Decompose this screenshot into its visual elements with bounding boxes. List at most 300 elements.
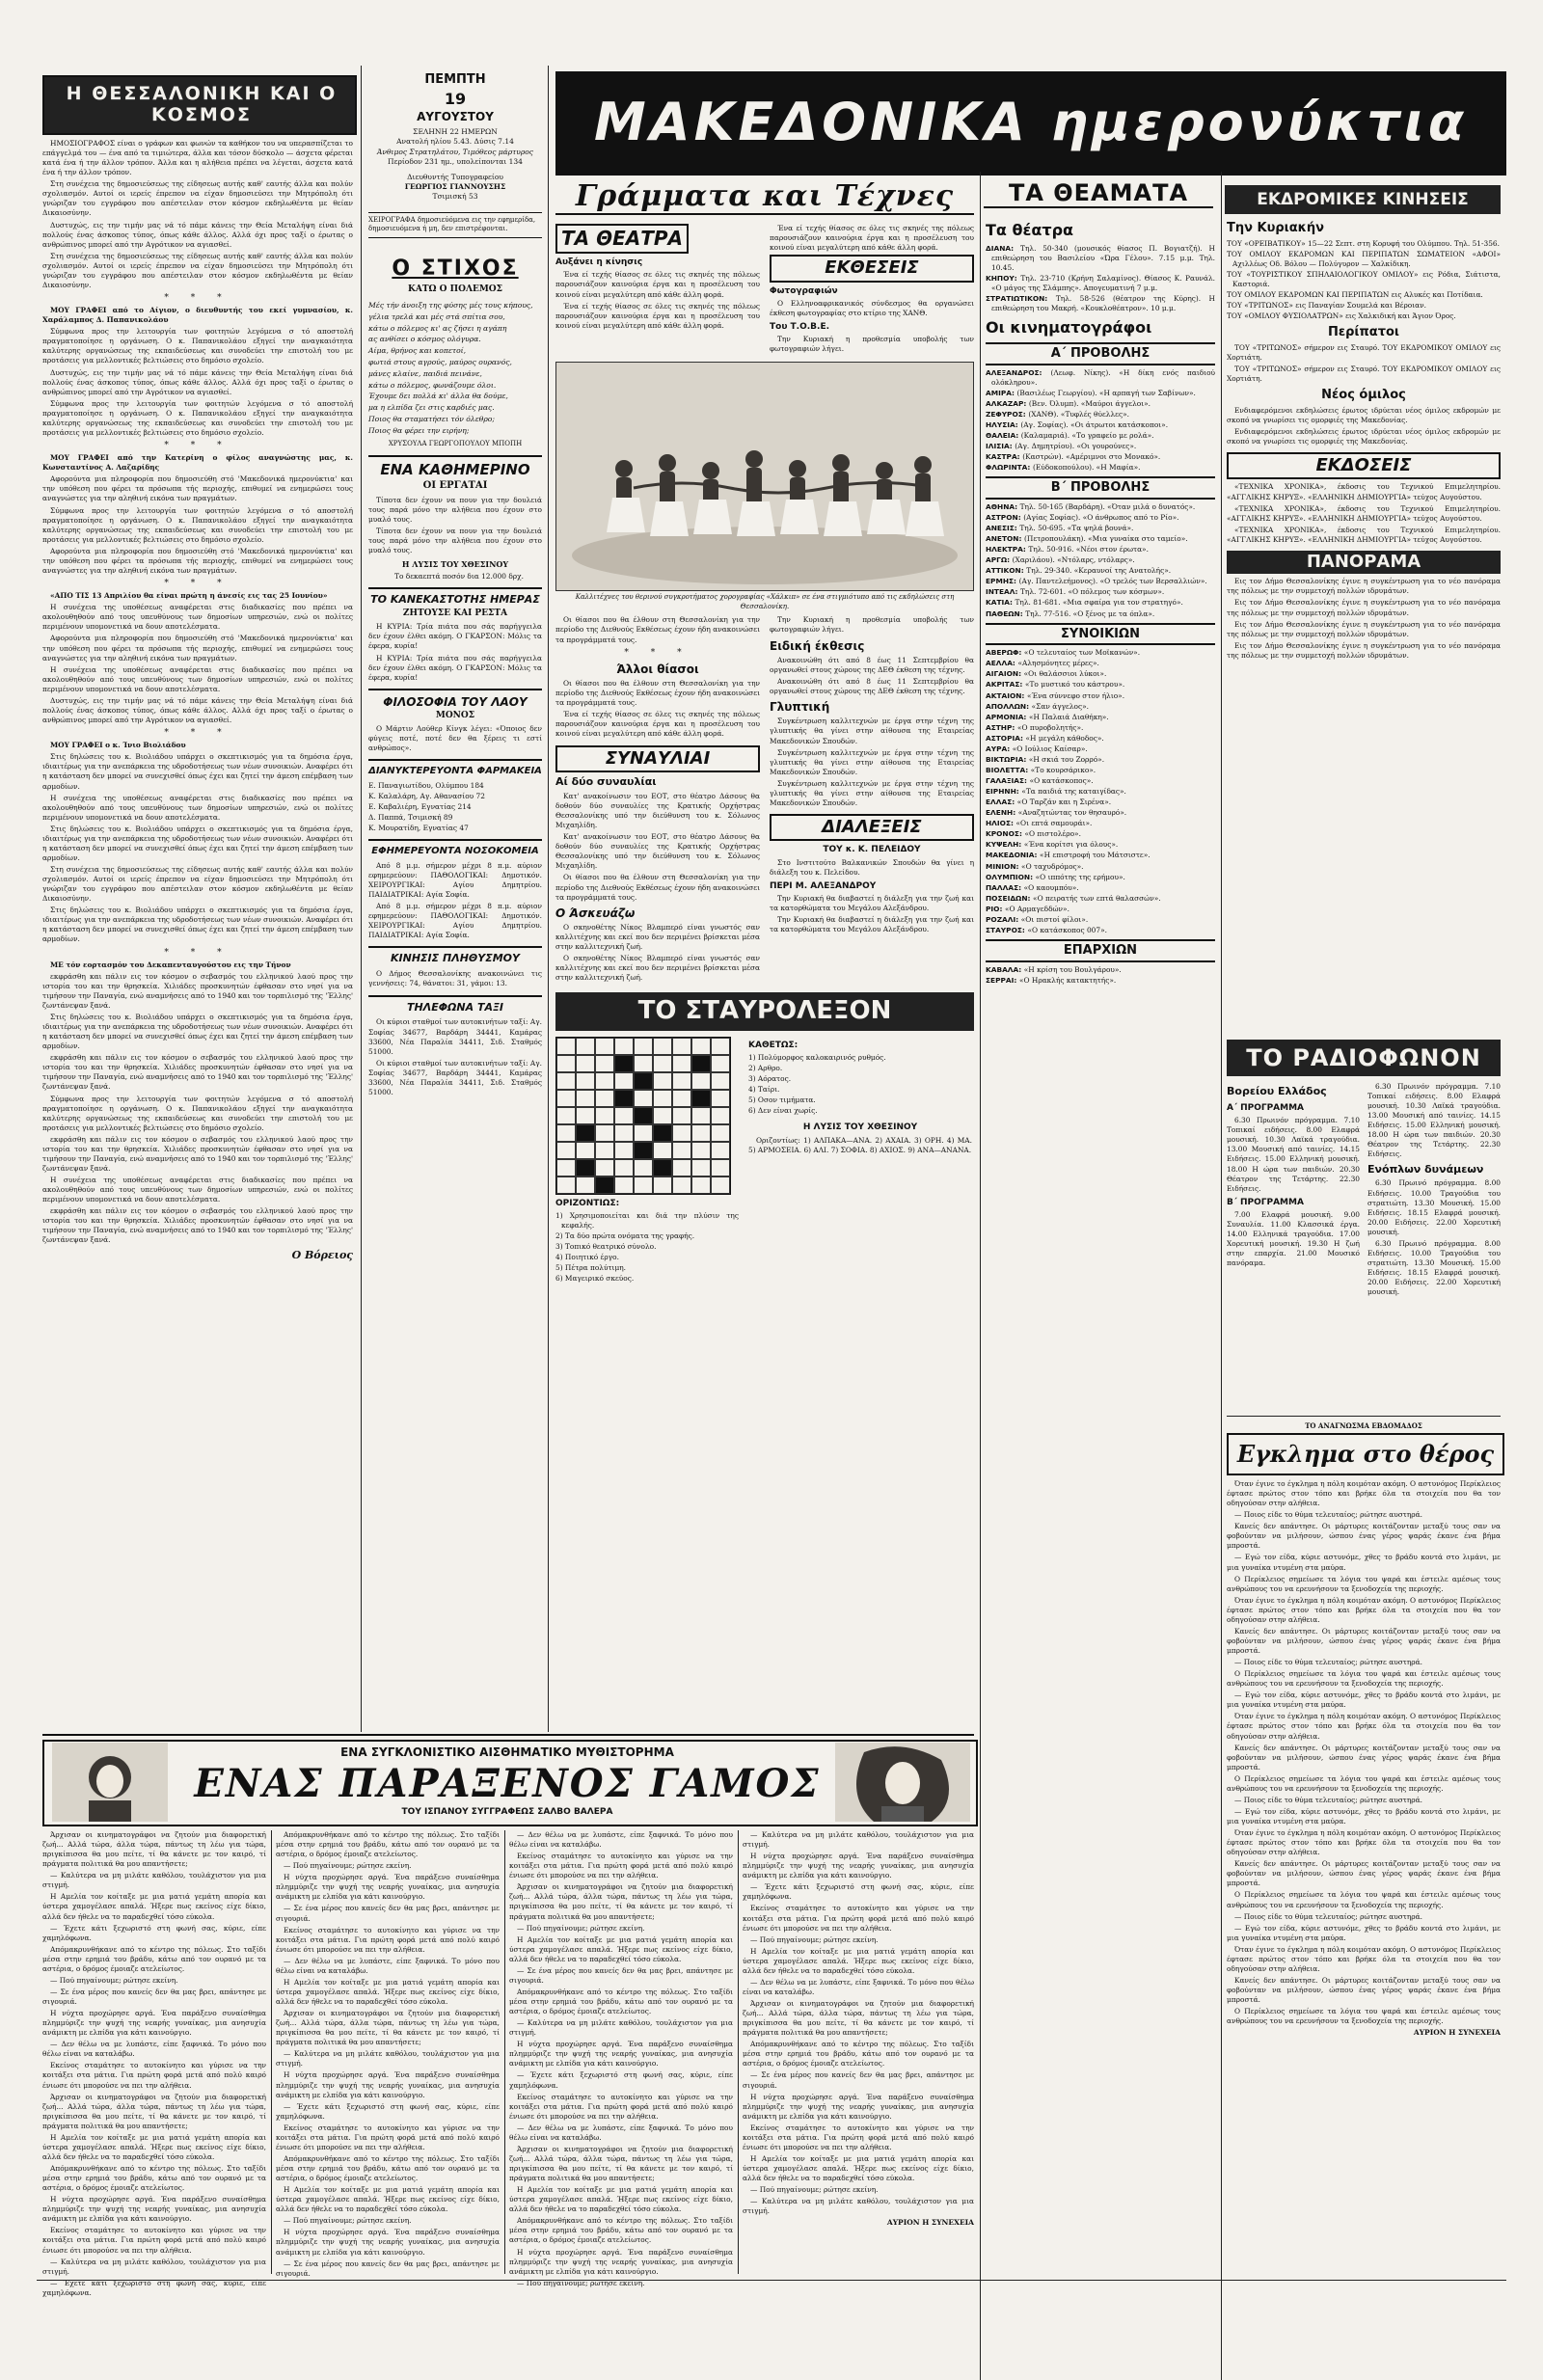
paragraph: — Ποιος είδε το θύμα τελευταίος; ρώτησε αυστηρά. bbox=[1234, 1911, 1422, 1921]
crossword-cell bbox=[634, 1107, 653, 1124]
hospitals-text: Από 8 μ.μ. σήμερον μέχρι 8 π.μ. αύριον εφημερεύουν: ΠΑΘΟΛΟΓΙΚΑΙ: Δημοτικόν. ΧΕΙΡΟΥΡΓΙΚΑΙ: Αγίου Δημητρίου. ΠΑΙΔΙΑΤΡΙΚΑΙ: Αγία Σοφία. bbox=[368, 860, 542, 900]
ekdromikes-heading: ΕΚΔΡΟΜΙΚΕΣ ΚΙΝΗΣΕΙΣ bbox=[1225, 185, 1501, 214]
crossword-cell bbox=[634, 1038, 653, 1055]
nosokomeia-title: ΕΦΗΜΕΡΕΥΟΝΤΑ ΝΟΣΟΚΟΜΕΙΑ bbox=[368, 839, 542, 858]
crossword-cell bbox=[576, 1038, 595, 1055]
program-a-text: 6.30 Πρωινόν πρόγραμμα. 7.10 Τοπικαί ειδήσεις. 8.00 Ελαφρά μουσική. 10.30 Λαϊκά τραγούδια. 13.00 Μουσική από ταινίες. 14.15 Ειδήσεις. 15.00 Ελληνική μουσική. 18.00 Η ώρα των παιδιών. 20.30 Θέατρον της Τετάρτης. 22.30 Ειδήσεις. bbox=[1367, 1082, 1501, 1159]
list-item: 6) Μαγειρικό σκεύος. bbox=[555, 1274, 635, 1284]
paragraph: — Εγώ τον είδα, κύριε αστυνόμε, χθες το βράδυ κοντά στο λιμάνι, με μια γυναίκα ντυμένη στα μαύρα. bbox=[1227, 1923, 1501, 1942]
paragraph: Στη συνέχεια της δημοσιεύσεως της είδησεως αυτής καθ' εαυτής άλλα και πολύν σχολιασμόν. Αυτοί οι ιερείς έπρεπον να είχαν δημοσιεύσει την Μητρόπολη ότι γνώριζαν του εγγράφου που απέστειλαν στον κόσμον εκδηλωθέντα με θείαν Δικαιοσύνην. bbox=[42, 251, 353, 289]
paragraph: Απόμακρυνθήκανε από το κέντρο της πόλεως. Στο ταξίδι μέσα στην ερημιά του βράδυ, κάτω από τον ουρανό με τα αστέρια, ο δρόμος έμοιαζε ατελείωτος. bbox=[42, 1944, 266, 1973]
paragraph: Εκείνος σταμάτησε το αυτοκίνητο και γύρισε να την κοιτάξει στα μάτια. Για πρώτη φορά μετά από πολύ καιρό ένιωσε ότι μπορούσε να πει την αλήθεια. bbox=[276, 1925, 500, 1954]
paragraph: — Δεν θέλω να με λυπάστε, είπε ξαφνικά. Το μόνο που θέλω είναι να καταλάβω. bbox=[276, 1956, 500, 1975]
synavlies-text: Κατ' ανακοίνωσιν του ΕΟΤ, στο θέατρο Δάσους θα δοθούν δύο συναυλίες της Κρατικής Ορχήστρας Θεσσαλονίκης υπό την διεύθυνση του κ. Σόλωνος Μιχαηλίδη. bbox=[555, 791, 760, 830]
listing-name: ΑΡΜΟΝΙΑ: bbox=[986, 712, 1029, 721]
list-item: 6) Δεν είναι χωρίς. bbox=[748, 1106, 818, 1116]
publications-text: «ΤΕΧΝΙΚΑ ΧΡΟΝΙΚΑ», έκδοσις του Τεχνικού Επιμελητηρίου. «ΑΓΓΛΙΚΗΣ ΚΗΡΥΞ». «ΕΛΛΗΝΙΚΗ ΔΗΜΙΟΥΡΓΙΑ» τεύχος Αυγούστου. bbox=[1227, 482, 1501, 501]
down-clues bbox=[748, 1053, 972, 1116]
listing-info: «Οι θαλάσσιοι λύκοι». bbox=[1023, 669, 1107, 679]
listing-name: ΦΛΩΡΙΝΤΑ: bbox=[986, 463, 1033, 473]
peri-text: Την Κυριακή θα διαβαστεί η διάλεξη για την ζωή και τα κατορθώματα του Μεγάλου Αλεξάνδρου. bbox=[770, 894, 974, 913]
listing-info: «Ο Ταρζάν και η Σιρένα». bbox=[1016, 798, 1112, 807]
paragraph: Δυστυχώς, εις την τιμήν μας νά τό πάμε κάνεις την Θεία Μεταλήψη είναι διά πολλούς ένας άσκοπος τύπος, όπως κάθε άλλος. Αλλά όχι προς ταξί ο έρωτας ο ανθρώπινος μπορεί από την Αγρότικον να αγιασθεί. bbox=[42, 367, 353, 396]
paragraph: — Πού πηγαίνουμε; ρώτησε εκείνη. bbox=[517, 2278, 645, 2287]
listing-name: ΑΝΕΤΟΝ: bbox=[986, 534, 1024, 544]
paragraph: Κανείς δεν απάντησε. Οι μάρτυρες κοιτάζονταν μεταξύ τους σαν να φοβούνταν να μιλήσουν, ώσπου ένας γέρος ψαράς έκανε ένα βήμα μπροστά. bbox=[1227, 1743, 1501, 1771]
listing-item bbox=[986, 915, 1215, 925]
listing-item bbox=[986, 463, 1215, 473]
separator-stars: * * * bbox=[164, 728, 231, 739]
crossword-cell bbox=[672, 1176, 691, 1194]
listing-info: «Οι επτά σαμουράι». bbox=[1015, 819, 1093, 828]
separator-stars: * * * bbox=[164, 440, 231, 450]
list-item: 1) Πολύμορφος καλοκαιρινός ρυθμός. bbox=[748, 1052, 886, 1062]
poem-line: Μές τήν άνοιξη της φύσης μές τους κήπους, bbox=[368, 301, 533, 311]
eftheseis-title: ΕΚΘΕΣΕΙΣ bbox=[770, 255, 974, 282]
listing-item bbox=[986, 702, 1215, 712]
listing-name: ΘΑΛΕΙΑ: bbox=[986, 430, 1021, 440]
across-clues bbox=[555, 1211, 739, 1284]
crossword-cell bbox=[595, 1142, 614, 1159]
paragraph: Σύμφωνα προς την λειτουργία των φοιτητών λεγόμενα σ τό αποστολή πραγματοποίησε η οργάνωση. Ο κ. Παπανικολάου εξηγεί την αναγκαιότητα καλύτερης οργανώσεως της εκπαιδεύσεως και συνοδεύει την επιστολή του με προτάσεις για μελλοντικές βελτιώσεις στο δημόσιο σχολείο. bbox=[42, 505, 353, 544]
kinisi-title: ΚΙΝΗΣΙΣ ΠΛΗΘΥΣΜΟΥ bbox=[368, 946, 542, 966]
eftheseis-text: Ο Ελληνοαφρικανικός σύνδεσμος θα οργανώσει έκθεση φωτογραφίας στο κτίριο της ΧΑΝΘ. bbox=[770, 298, 974, 317]
lysis-text: Το δεκαεπτά ποσόν δια 12.000 δρχ. bbox=[394, 572, 524, 581]
listing-name: ΖΕΦΥΡΟΣ: bbox=[986, 409, 1029, 419]
page-bottom-rule bbox=[37, 2280, 1506, 2281]
publications-text: «ΤΕΧΝΙΚΑ ΧΡΟΝΙΚΑ», έκδοσις του Τεχνικού Επιμελητηρίου. «ΑΓΓΛΙΚΗΣ ΚΗΡΥΞ». «ΕΛΛΗΝΙΚΗ ΔΗΜΙΟΥΡΓΙΑ» τεύχος Αυγούστου. bbox=[1227, 525, 1501, 544]
crossword-cell bbox=[576, 1072, 595, 1090]
listing-info: Τηλ. 77-516. «Ο ξένος με τα όπλα». bbox=[1025, 609, 1155, 618]
paragraph: — Ποιος είδε το θύμα τελευταίος; ρώτησε αυστηρά. bbox=[1234, 1510, 1422, 1520]
paragraph: Αφορούντα μια πληροφορία που δημοσιεύθη στό 'Μακεδονικά ημερονύκτια' και την υπόθεση που φέρει τα πρόσωπα τής περιοχής, επιθυμεί να ενημερώσει τους αναγνώστες για την αληθινή εικόνα των πραγμάτων. bbox=[42, 546, 353, 575]
column-2 bbox=[368, 255, 542, 1730]
kinimatografoi-heading: Οι κινηματογράφοι bbox=[986, 318, 1152, 338]
second-run-list bbox=[986, 502, 1215, 619]
paragraph: Ο Περίκλειος σημείωσε τα λόγια του ψαρά και έστειλε αμέσως τους ανθρώπους του να ερευνήσουν τα ξενοδοχεία της περιοχής. bbox=[1227, 1890, 1501, 1909]
poem bbox=[368, 300, 542, 436]
zitoume-text: Η ΚΥΡΙΑ: Τρία πιάτα που σάς παρήγγειλα δεν έχουν έλθει ακόμη. Ο ΓΚΑΡΣΟΝ: Μόλις τα έφερα, κυρία! bbox=[368, 622, 542, 651]
novel2-title: Εγκλημα στο θέρος bbox=[1227, 1433, 1504, 1475]
listing-item bbox=[986, 829, 1215, 839]
poem-line: μα η ελπίδα ζει στις καρδιές μας. bbox=[368, 403, 495, 413]
second-run-heading: Β΄ ΠΡΟΒΟΛΗΣ bbox=[986, 476, 1215, 500]
paragraph: Όταν έγινε το έγκλημα η πόλη κοιμόταν ακόμη. Ο αστυνόμος Περίκλειος έφτασε πρώτος στον τόπο και βρήκε όλα τα στοιχεία που θα τον οδηγούσαν στην αλήθεια. bbox=[1227, 1944, 1501, 1973]
list-item: 5) Οσον τιμήματα. bbox=[748, 1095, 816, 1105]
paragraph: Άρχισαν οι κινηματογράφοι να ζητούν μια διαφορετική ζωή... Αλλά τώρα, άλλα τώρα, πάντως τη λέω για τώρα, πριγκίπισσα θα μου πείτε, τί θα κάνετε με τον καιρό, τί πράγματα πολιτικά θα μου απαντήσετε; bbox=[509, 2144, 733, 2183]
paragraph: — Έχετε κάτι ξεχωριστό στη φωνή σας, κύριε, είπε χαμηλόφωνα. bbox=[42, 2278, 266, 2297]
paragraph: εκφράσθη και πάλιν εις τον κόσμον ο σεβασμός του ελληνικού λαού προς την ιστορία του και την θρησκεία. Χιλιάδες προσκυνητών έφθασαν στο νησί για να τιμήσουν την Παναγία, ενώ αναμνήσεις από το 1940 και τον τορπιλισμό της 'Έλλης' ζωντάνεψαν ξανά. bbox=[42, 971, 353, 1010]
crossword-cell bbox=[691, 1090, 711, 1107]
listing-info: «Τα παιδιά της καταιγίδας». bbox=[1021, 787, 1126, 797]
listing-item bbox=[986, 659, 1215, 668]
listing-info: (Αγ. Παντελεήμονος). «Ο τρελός των Βερσαλλιών». bbox=[1018, 577, 1207, 586]
alloi-text: Οι θίασοι που θα έλθουν στη Θεσσαλονίκη για την περίοδο της Διεθνούς Εκθέσεως έχουν ήδη ανακοινώσει τα προγράμματά τους. bbox=[555, 679, 760, 708]
filosofia-title: ΦΙΛΟΣΟΦΙΑ ΤΟΥ ΛΑΟΥ bbox=[368, 689, 542, 710]
letter-heading: ΜΕ τόν εορτασμόν του Δεκαπενταυγούστου εις την Τήνον bbox=[50, 960, 291, 969]
crossword-cell bbox=[556, 1038, 576, 1055]
listing-item bbox=[986, 744, 1215, 754]
listing-item bbox=[986, 534, 1215, 544]
listing-info: «Ο καουμπόυ». bbox=[1023, 882, 1079, 892]
first-run-heading: Α΄ ΠΡΟΒΟΛΗΣ bbox=[986, 342, 1215, 365]
separator-stars: * * * bbox=[164, 578, 231, 588]
listing-info: (Βασιλέως Γεωργίου). «Η αρπαγή των Σαβίνων». bbox=[1016, 388, 1196, 397]
listing-name: ΚΥΨΕΛΗ: bbox=[986, 840, 1024, 850]
letter-heading: ΜΟΥ ΓΡΑΦΕΙ ο κ. Ίνιο Βιολιάδου bbox=[50, 741, 186, 750]
list-item: Κ. Καλαλάρη, Αγ. Αθανασίου 72 bbox=[368, 792, 485, 801]
listing-name: ΙΝΤΕΑΛ: bbox=[986, 587, 1020, 597]
paragraph: — Καλύτερα να μη μιλάτε καθόλου, τουλάχιστον για μια στιγμή. bbox=[42, 2257, 266, 2276]
listing-info: «Ο ταχυδρόμος». bbox=[1021, 861, 1084, 871]
crossword-cell bbox=[653, 1142, 672, 1159]
crossword-cell bbox=[614, 1090, 634, 1107]
paragraph: Κανείς δεν απάντησε. Οι μάρτυρες κοιτάζονταν μεταξύ τους σαν να φοβούνταν να μιλήσουν, ώσπου ένας γέρος ψαράς έκανε ένα βήμα μπροστά. bbox=[1227, 1626, 1501, 1655]
listing-item bbox=[986, 555, 1215, 565]
crossword-cell bbox=[672, 1107, 691, 1124]
radio-station: Βορείου Ελλάδος bbox=[1227, 1085, 1327, 1097]
pharmacy-list bbox=[368, 781, 542, 833]
crossword-cell bbox=[576, 1124, 595, 1142]
radio-right bbox=[1367, 1082, 1501, 1299]
listing-info: «Σαν άγγελος». bbox=[1031, 701, 1090, 711]
paragraph: Η συνέχεια της υποθέσεως αναφέρεται στις διαδικασίες που πρέπει να ακολουθηθούν από τους υπευθύνους των δημοσίων υπηρεσιών, ενώ οι πολίτες περιμένουν υπομονετικά να δουν αποτελέσματα. bbox=[42, 793, 353, 822]
serial-rule bbox=[738, 1830, 739, 2274]
theatres-list bbox=[986, 244, 1215, 313]
listing-info: Τηλ. 23-710 (Κρήνη Σαλαμίνος). Θίασος Κ. Ραυνάλ. «Ο μάγος της Σλάμπης». Απογευματινή 7 μ.μ. bbox=[991, 273, 1215, 292]
paragraph: Εκείνος σταμάτησε το αυτοκίνητο και γύρισε να την κοιτάξει στα μάτια. Για πρώτη φορά μετά από πολύ καιρό ένιωσε ότι μπορούσε να πει την αλήθεια. bbox=[42, 2061, 266, 2090]
listing-info: «Ένα σύννεφο στον ήλιο». bbox=[1026, 690, 1125, 700]
program-b-text: 7.00 Ελαφρά μουσική. 9.00 Συναυλία. 11.00 Κλασσικά έργα. 14.00 Ελληνικά τραγούδια. 17.00 Χορευτική μουσική. 19.30 Η ζωή στην επαρχία. 21.00 Μουσικό πανόραμα. bbox=[1227, 1209, 1360, 1268]
lysis-heading: Η ΛΥΣΙΣ ΤΟΥ ΧΘΕΣΙΝΟΥ bbox=[401, 559, 509, 570]
farmakeia-title: ΔΙΑΝΥΚΤΕΡΕΥΟΝΤΑ ΦΑΡΜΑΚΕΙΑ bbox=[368, 759, 542, 778]
excursions-list bbox=[1227, 239, 1501, 322]
paragraph: Όταν έγινε το έγκλημα η πόλη κοιμόταν ακόμη. Ο αστυνόμος Περίκλειος έφτασε πρώτος στον τόπο και βρήκε όλα τα στοιχεία που θα τον οδηγούσαν στην αλήθεια. bbox=[1227, 1712, 1501, 1741]
listing-item bbox=[986, 598, 1215, 608]
crossword-cell bbox=[672, 1038, 691, 1055]
listing-item bbox=[986, 502, 1215, 512]
list-item: 5) Πέτρα πολύτιμη. bbox=[555, 1263, 627, 1273]
paragraph: Αφορούντα μια πληροφορία που δημοσιεύθη στό 'Μακεδονικά ημερονύκτια' και την υπόθεση που φέρει τα πρόσωπα τής περιοχής, επιθυμεί να ενημερώσει τους αναγνώστες για την αληθινή εικόνα των πραγμάτων. bbox=[42, 634, 353, 663]
listing-info: Τηλ. 72-601. «Ο πόλεμος των κόσμων». bbox=[1020, 587, 1165, 597]
paragraph: Σύμφωνα προς την λειτουργία των φοιτητών λεγόμενα σ τό αποστολή πραγματοποίησε η οργάνωση. Ο κ. Παπανικολάου εξηγεί την αναγκαιότητα καλύτερης οργανώσεως της εκπαιδεύσεως και συνοδεύει την επιστολή του με προτάσεις για μελλοντικές βελτιώσεις στο δημόσιο σχολείο. bbox=[42, 398, 353, 437]
crossword-cell bbox=[634, 1124, 653, 1142]
crossword-cell bbox=[672, 1055, 691, 1072]
listing-info: «Το μυστικό του κάστρου». bbox=[1024, 680, 1125, 690]
poem-line: Αίμα, θρήνος και κοπετοί, bbox=[368, 346, 467, 356]
listing-name: ΑΒΕΡΩΦ: bbox=[986, 648, 1024, 658]
paragraph: Άρχισαν οι κινηματογράφοι να ζητούν μια διαφορετική ζωή... Αλλά τώρα, άλλα τώρα, πάντως τη λέω για τώρα, πριγκίπισσα θα μου πείτε, τί θα κάνετε με τον καιρό, τί πράγματα πολιτικά θα μου απαντήσετε; bbox=[276, 2009, 500, 2047]
kathimerini-text: Τίποτα δεν έχουν να πουν για την δουλειά τους παρά μόνο την αλήθεια που έχουν στο μυαλό τους. bbox=[368, 527, 542, 555]
listing-name: ΜΑΚΕΔΟΝΙΑ: bbox=[986, 851, 1041, 860]
crossword-left bbox=[555, 1037, 739, 1285]
crossword-cell bbox=[556, 1055, 576, 1072]
listing-info: «Η σκιά του Ζορρό». bbox=[1028, 754, 1105, 764]
crossword-cell bbox=[614, 1176, 634, 1194]
letters-arts-heading: Γράμματα και Τέχνες bbox=[555, 179, 974, 215]
listing-info: Τηλ. 50-340 (μουσικός θίασος Π. Βογιατζή). Η επιθεώρηση του Βασιλείου «Ώρα Γέλου». 7.15 μ.μ. Τηλ. 10.45. bbox=[991, 243, 1215, 272]
separator-stars: * * * bbox=[164, 947, 231, 958]
paragraph: — Καλύτερα να μη μιλάτε καθόλου, τουλάχιστον για μια στιγμή. bbox=[42, 1871, 266, 1890]
crossword-cell bbox=[595, 1038, 614, 1055]
listing-name: ΑΣΤΗΡ: bbox=[986, 722, 1017, 732]
askeuazo-text: Ο σκηνοθέτης Νίκος Βλαμπερό είναι γνωστός σαν καλλιτέχνης και εκεί που δεν περιμένει βρίσκεται μέσα στην καλλιτεχνική ζωή. bbox=[555, 922, 760, 952]
paragraph: Αφορούντα μια πληροφορία που δημοσιεύθη στό 'Μακεδονικά ημερονύκτια' και την υπόθεση που φέρει τα πρόσωπα τής περιοχής, επιθυμεί να ενημερώσει τους αναγνώστες για την αληθινή εικόνα των πραγμάτων. bbox=[42, 474, 353, 503]
listing-item bbox=[986, 524, 1215, 533]
listing-name: ΑΙΓΑΙΟΝ: bbox=[986, 669, 1024, 679]
listing-item bbox=[986, 389, 1215, 398]
listing-name: ΕΙΡΗΝΗ: bbox=[986, 787, 1022, 797]
list-item: ΤΟΥ «ΤΡΙΤΩΝΟΣ» εις Παναγίαν Σουμελά και Βέροιαν. bbox=[1227, 301, 1426, 311]
crossword-cell bbox=[711, 1055, 730, 1072]
paragraph: — Ποιος είδε το θύμα τελευταίος; ρώτησε αυστηρά. bbox=[1234, 1658, 1422, 1667]
listing-item bbox=[986, 851, 1215, 860]
crossword-cell bbox=[691, 1124, 711, 1142]
paragraph: Απόμακρυνθήκανε από το κέντρο της πόλεως. Στο ταξίδι μέσα στην ερημιά του βράδυ, κάτω από τον ουρανό με τα αστέρια, ο δρόμος έμοιαζε ατελείωτος. bbox=[42, 2164, 266, 2193]
crossword-cell bbox=[576, 1107, 595, 1124]
column-rule bbox=[980, 172, 981, 2380]
paragraph: Η συνέχεια της υποθέσεως αναφέρεται στις διαδικασίες που πρέπει να ακολουθηθούν από τους υπευθύνους των δημοσίων υπηρεσιών, ενώ οι πολίτες περιμένουν υπομονετικά να δουν αποτελέσματα. bbox=[42, 664, 353, 693]
listing-info: «Ο κατάσκοπος 007». bbox=[1027, 925, 1107, 934]
paragraph: Όταν έγινε το έγκλημα η πόλη κοιμόταν ακόμη. Ο αστυνόμος Περίκλειος έφτασε πρώτος στον τόπο και βρήκε όλα τα στοιχεία που θα τον οδηγούσαν στην αλήθεια. bbox=[1227, 1479, 1501, 1508]
paragraph: Δυστυχώς, εις την τιμήν μας νά τό πάμε κάνεις την Θεία Μεταλήψη είναι διά πολλούς ένας άσκοπος τύπος, όπως κάθε άλλος. Αλλά όχι προς ταξί ο έρωτας ο ανθρώπινος μπορεί από την Αγρότικον να αγιασθεί. bbox=[42, 695, 353, 724]
listing-name: ΙΛΙΣΙΑ: bbox=[986, 442, 1015, 451]
signature: Ο Βόρειος bbox=[291, 1249, 353, 1262]
list-item: ΤΟΥ «ΟΜΙΛΟΥ ΦΥΣΙΟΛΑΤΡΩΝ» εις Χαλκιδική και Άγιον Όρος. bbox=[1227, 311, 1456, 321]
photo-caption: Καλλιτέχνες του θερινού συγκροτήματος χορογραφίας «Χάλκιπ» σε ένα στιγμιότυπο από τις εκδηλώσεις στη Θεσσαλονίκη. bbox=[575, 593, 955, 610]
paragraph: Άρχισαν οι κινηματογράφοι να ζητούν μια διαφορετική ζωή... Αλλά τώρα, άλλα τώρα, πάντως τη λέω για τώρα, πριγκίπισσα θα μου πείτε, τί θα κάνετε με τον καιρό, τί πράγματα πολιτικά θα μου απαντήσετε; bbox=[509, 1882, 733, 1921]
listing-item bbox=[986, 274, 1215, 293]
crossword-cell bbox=[634, 1072, 653, 1090]
crossword-cell bbox=[595, 1072, 614, 1090]
crossword-cell bbox=[711, 1038, 730, 1055]
theatro-text: Ένα εί τεχής θίασος σε όλες τις σκηνές της πόλεως παρουσιάζουν καινούρια έργα και η προσέλευση του κοινού είναι μεγαλύτερη από κάθε άλλη φορά. bbox=[555, 301, 760, 330]
listing-name: ΑΡΓΩ: bbox=[986, 555, 1013, 565]
crossword-cell bbox=[711, 1142, 730, 1159]
continued-tomorrow: ΑΥΡΙΟΝ Η ΣΥΝΕΧΕΙΑ bbox=[886, 2218, 974, 2228]
paragraph: — Έχετε κάτι ξεχωριστό στη φωνή σας, κύριε, είπε χαμηλόφωνα. bbox=[42, 1923, 266, 1942]
glyptiki-text: Συγκέντρωση καλλιτεχνών με έργα στην τέχνη της γλυπτικής θα γίνει στην αίθουσα της Εταιρείας Μακεδονικών Σπουδών. bbox=[770, 717, 974, 745]
paragraph: — Σε ένα μέρος που κανείς δεν θα μας βρει, απάντησε με σιγουριά. bbox=[743, 2070, 974, 2090]
sunrise-sunset: Ανατολή ηλίου 5.43. Δύσις 7.14 bbox=[396, 137, 514, 147]
crossword-cell bbox=[691, 1159, 711, 1176]
listing-info: Τηλ. 81-681. «Μια σφαίρα για τον στρατηγό». bbox=[1015, 598, 1183, 608]
paragraph: — Εγώ τον είδα, κύριε αστυνόμε, χθες το βράδυ κοντά στο λιμάνι, με μια γυναίκα ντυμένη στα μαύρα. bbox=[1227, 1553, 1501, 1572]
listing-item bbox=[986, 755, 1215, 765]
listing-item bbox=[986, 410, 1215, 419]
poet-name: ΧΡΥΣΟΥΛΑ ΓΕΩΡΓΟΠΟΥΛΟΥ ΜΠΟΠΗ bbox=[388, 440, 523, 448]
listing-name: ΕΛΛΑΣ: bbox=[986, 798, 1017, 807]
editor-address: Τσιμισκή 53 bbox=[432, 192, 478, 202]
kathimerini-title: ΕΝΑ ΚΑΘΗΜΕΡΙΝΟ bbox=[368, 455, 542, 479]
theatro-text: Ένα εί τεχής θίασος σε όλες τις σκηνές της πόλεως παρουσιάζουν καινούρια έργα και η προσέλευση του κοινού είναι μεγαλύτερη από κάθε άλλη φορά. bbox=[555, 270, 760, 299]
paragraph: — Πού πηγαίνουμε; ρώτησε εκείνη. bbox=[284, 2216, 412, 2226]
paragraph: Η νύχτα προχώρησε αργά. Ένα παράξενο συναίσθημα πλημμύριζε την ψυχή της νεαρής γυναίκας, μια ανησυχία ανάμικτη με ελπίδα για κάτι καινούργιο. bbox=[276, 1873, 500, 1902]
provinces-heading: ΕΠΑΡΧΙΩΝ bbox=[986, 939, 1215, 962]
listing-info: «Οι πιστοί φίλοι». bbox=[1020, 914, 1089, 924]
listing-item bbox=[986, 787, 1215, 797]
listing-info: Τηλ. 29-340. «Κεραυνοί της Ανατολής». bbox=[1026, 566, 1172, 576]
stixos-subtitle: ΚΑΤΩ Ο ΠΟΛΕΜΟΣ bbox=[408, 284, 502, 294]
tobe-text: Την Κυριακή η προθεσμία υποβολής των φωτογραφιών λήγει. bbox=[770, 335, 974, 354]
list-item: Κ. Μουρατίδη, Εγνατίας 47 bbox=[368, 824, 469, 833]
kyriaki-heading: Την Κυριακήν bbox=[1227, 221, 1325, 235]
paragraph: Η νύχτα προχώρησε αργά. Ένα παράξενο συναίσθημα πλημμύριζε την ψυχή της νεαρής γυναίκας, μια ανησυχία ανάμικτη με ελπίδα για κάτι καινούργιο. bbox=[743, 1852, 974, 1880]
crossword-cell bbox=[691, 1176, 711, 1194]
crossword-row bbox=[555, 1037, 974, 1285]
paragraph: Οι θίασοι που θα έλθουν στη Θεσσαλονίκη για την περίοδο της Διεθνούς Εκθέσεως έχουν ήδη ανακοινώσει τα προγράμματά τους. bbox=[555, 615, 760, 644]
date-number: 19 bbox=[444, 89, 467, 108]
list-item: 4) Ταίρι. bbox=[748, 1085, 780, 1095]
filosofia-text: Ο Μάρτιν Λούθερ Κίνγκ λέγει: «Όποιος δεν φύγεις ποτέ, ποτέ δεν θα ξέρεις τι εστί ανθρώπος». bbox=[368, 724, 542, 753]
dialexeis-title: ΔΙΑΛΕΞΕΙΣ bbox=[770, 814, 974, 841]
listing-info: «Ένα κορίτσι για όλους». bbox=[1023, 840, 1119, 850]
down-title: ΚΑΘΕΤΩΣ: bbox=[748, 1040, 799, 1050]
crossword-cell bbox=[672, 1159, 691, 1176]
crossword-cell bbox=[711, 1124, 730, 1142]
paragraph: — Έχετε κάτι ξεχωριστό στη φωνή σας, κύριε, είπε χαμηλόφωνα. bbox=[509, 2070, 733, 2090]
walks-text: ΤΟΥ «ΤΡΙΤΩΝΟΣ» σήμερον εις Σταυρό. ΤΟΥ ΕΚΔΡΟΜΙΚΟΥ ΟΜΙΛΟΥ εις Χορτιάτη. bbox=[1227, 364, 1501, 384]
paragraph: — Καλύτερα να μη μιλάτε καθόλου, τουλάχιστον για μια στιγμή. bbox=[743, 1830, 974, 1850]
new-club-text: Ενδιαφερόμενοι εκδηλώσεις έρωτος ιδρύεται νέος όμιλος εκδρομών με σκοπό να γνωρίσει τις ομορφιές της Μακεδονίας. bbox=[1227, 426, 1501, 446]
listing-info: (Αγίας Σοφίας). «Ο άνθρωπος από το Ρίο». bbox=[1023, 512, 1179, 522]
crossword-cell bbox=[691, 1107, 711, 1124]
paragraph: Κανείς δεν απάντησε. Οι μάρτυρες κοιτάζονταν μεταξύ τους σαν να φοβούνταν να μιλήσουν, ώσπου ένας γέρος ψαράς έκανε ένα βήμα μπροστά. bbox=[1227, 1859, 1501, 1888]
serial-intro: ΕΝΑ ΣΥΓΚΛΟΝΙΣΤΙΚΟ ΑΙΣΘΗΜΑΤΙΚΟ ΜΥΘΙΣΤΟΡΗΜΑ bbox=[340, 1745, 674, 1759]
paragraph: Κανείς δεν απάντησε. Οι μάρτυρες κοιτάζονταν μεταξύ τους σαν να φοβούνταν να μιλήσουν, ώσπου ένας γέρος ψαράς έκανε ένα βήμα μπροστά. bbox=[1227, 1522, 1501, 1551]
column-rule bbox=[361, 66, 362, 1732]
listing-info: Τηλ. 58-526 (θέατρον της Κύρης). Η επιθεώρηση του Μακρή. «Κουκλοθέατρον». 10 μ.μ. bbox=[991, 294, 1215, 313]
list-item: 3) Τοπικό θεατρικό σύνολο. bbox=[555, 1242, 657, 1252]
paragraph: Στη συνέχεια της δημοσιεύσεως της είδησεως αυτής καθ' εαυτής άλλα και πολύν σχολιασμόν. Αυτοί οι ιερείς έπρεπον να είχαν δημοσιεύσει την Μητρόπολη ότι γνώριζαν του εγγράφου που απέστειλαν στον κόσμον εκδηλωθέντα με θείαν Δικαιοσύνην. bbox=[42, 865, 353, 904]
intro-paragraph: ΗΜΟΣΙΟΓΡΑΦΟΣ είναι ο γράφων και φωνών τα καθήκον του να υπερασπίζεται το επάγγελμά του — ένα από τα τιμιώτερα, άλλα και τόσον δύσκολο — άσχετα φέρεται κατά ένα ή την άλλον τρόπον. Άλλα και η αλήθεια πρέπει να λέγεται, άσχετα κατά ένα ή την άλλον τρόπον. bbox=[42, 139, 353, 177]
crossword-cell bbox=[711, 1159, 730, 1176]
program-a-text: 6.30 Πρωινόν πρόγραμμα. 7.10 Τοπικαί ειδήσεις. 8.00 Ελαφρά μουσική. 10.30 Λαϊκά τραγούδια. 13.00 Μουσική από ταινίες. 14.15 Ειδήσεις. 15.00 Ελληνική μουσική. 18.00 Η ώρα των παιδιών. 20.30 Θέατρον της Τετάρτης. 22.30 Ειδήσεις. bbox=[1227, 1116, 1360, 1193]
listing-name: ΗΛΕΚΤΡΑ: bbox=[986, 545, 1029, 554]
paragraph: εκφράσθη και πάλιν εις τον κόσμον ο σεβασμός του ελληνικού λαού προς την ιστορία του και την θρησκεία. Χιλιάδες προσκυνητών έφθασαν στο νησί για να τιμήσουν την Παναγία, ενώ αναμνήσεις από το 1940 και τον τορπιλισμό της 'Έλλης' ζωντάνεψαν ξανά. bbox=[42, 1053, 353, 1092]
listing-item bbox=[986, 965, 1215, 975]
listing-name: ΣΤΑΥΡΟΣ: bbox=[986, 925, 1028, 934]
paragraph: — Σε ένα μέρος που κανείς δεν θα μας βρει, απάντησε με σιγουριά. bbox=[42, 1987, 266, 2006]
novel2-text bbox=[1227, 1479, 1501, 2270]
zitoume-text: Η ΚΥΡΙΑ: Τρία πιάτα που σάς παρήγγειλα δεν έχουν έλθει ακόμη. Ο ΓΚΑΡΣΟΝ: Μόλις τα έφερα, κυρία! bbox=[368, 653, 542, 682]
paragraph: — Έχετε κάτι ξεχωριστό στη φωνή σας, κύριε, είπε χαμηλόφωνα. bbox=[276, 2101, 500, 2121]
zitoume-subtitle: ΖΗΤΟΥΣΕ ΚΑΙ ΡΕΣΤΑ bbox=[402, 609, 508, 619]
crossword-cell bbox=[576, 1176, 595, 1194]
list-item: ΤΟΥ ΟΜΙΛΟΥ ΕΚΔΡΟΜΩΝ ΚΑΙ ΠΕΡΙΠΑΤΩΝ εις Αλυκές και Ποτίδαια. bbox=[1227, 289, 1483, 299]
listing-name: ΕΡΜΗΣ: bbox=[986, 577, 1019, 586]
paragraph: Η Αμελία τον κοίταξε με μια ματιά γεμάτη απορία και ύστερα χαμογέλασε απαλά. Ήξερε πως εκείνος είχε δίκιο, αλλά δεν ήθελε να το παραδεχθεί τόσο εύκολα. bbox=[42, 2132, 266, 2161]
theatro-text: Ένα εί τεχής θίασος σε όλες τις σκηνές της πόλεως παρουσιάζουν καινούρια έργα και η προσέλευση του κοινού είναι μεγαλύτερη από κάθε άλλη φορά. bbox=[770, 224, 974, 253]
crossword-cell bbox=[614, 1142, 634, 1159]
listing-name: ΑΛΚΑΖΑΡ: bbox=[986, 398, 1029, 408]
across-title: ΟΡΙΖΟΝΤΙΩΣ: bbox=[555, 1198, 620, 1208]
solution-title: Η ΛΥΣΙΣ ΤΟΥ ΧΘΕΣΙΝΟΥ bbox=[802, 1122, 918, 1133]
listing-item bbox=[986, 766, 1215, 775]
crossword-cell bbox=[556, 1159, 576, 1176]
listing-info: «Το κουρσάρικο». bbox=[1030, 765, 1096, 774]
listing-info: «Ο πυροβολητής». bbox=[1016, 722, 1084, 732]
paragraph: Η νύχτα προχώρησε αργά. Ένα παράξενο συναίσθημα πλημμύριζε την ψυχή της νεαρής γυναίκας, μια ανησυχία ανάμικτη με ελπίδα για κάτι καινούργιο. bbox=[743, 2092, 974, 2121]
listing-name: ΗΛΙΟΣ: bbox=[986, 819, 1016, 828]
listing-item bbox=[986, 587, 1215, 597]
eidiki-heading: Ειδική έκθεσις bbox=[770, 638, 865, 653]
askeuazo-text: Ο σκηνοθέτης Νίκος Βλαμπερό είναι γνωστός σαν καλλιτέχνης και εκεί που δεν περιμένει βρίσκεται μέσα στην καλλιτεχνική ζωή. bbox=[555, 954, 760, 983]
poem-line: κάτω ο πόλεμος, φωνάζουμε όλοι. bbox=[368, 380, 497, 390]
listing-info: «Ο κατάσκοπος». bbox=[1029, 776, 1094, 786]
crossword-cell bbox=[653, 1038, 672, 1055]
listing-name: ΠΟΣΕΙΔΩΝ: bbox=[986, 893, 1034, 903]
listing-item bbox=[986, 294, 1215, 313]
paragraph: — Δεν θέλω να με λυπάστε, είπε ξαφνικά. Το μόνο που θέλω είναι να καταλάβω. bbox=[509, 1830, 733, 1850]
crossword-cell bbox=[691, 1142, 711, 1159]
paragraph: — Δεν θέλω να με λυπάστε, είπε ξαφνικά. Το μόνο που θέλω είναι να καταλάβω. bbox=[42, 2040, 266, 2059]
askeuazo-title: Ο Άσκευάζω bbox=[555, 906, 636, 920]
listing-name: ΑΛΕΞΑΝΔΡΟΣ: bbox=[986, 367, 1051, 377]
listing-name: ΑΣΤΡΟΝ: bbox=[986, 512, 1024, 522]
listing-item bbox=[986, 894, 1215, 904]
listing-name: ΡΟΖΑΛΙ: bbox=[986, 914, 1021, 924]
crossword-cell bbox=[634, 1159, 653, 1176]
listing-item bbox=[986, 368, 1215, 388]
glyptiki-text: Συγκέντρωση καλλιτεχνών με έργα στην τέχνη της γλυπτικής θα γίνει στην αίθουσα της Εταιρείας Μακεδονικών Σπουδών. bbox=[770, 747, 974, 776]
serial-col-1 bbox=[42, 1830, 266, 2297]
listing-name: ΑΘΗΝΑ: bbox=[986, 501, 1020, 511]
listing-name: ΠΑΛΛΑΣ: bbox=[986, 882, 1024, 892]
provinces-list bbox=[986, 965, 1215, 986]
section-rule bbox=[1227, 1416, 1501, 1417]
tobe-title: Του Τ.Ο.Β.Ε. bbox=[770, 322, 830, 333]
listing-item bbox=[986, 431, 1215, 441]
crossword-cell bbox=[634, 1176, 653, 1194]
listing-item bbox=[986, 669, 1215, 679]
taxi-text: Οι κύριοι σταθμοί των αυτοκινήτων ταξί: Αγ. Σοφίας 34677, Βαρδάρη 34441, Καμάρας 33600, Νέα Παραλία 34411, Σιδ. Σταθμός 51000. bbox=[368, 1017, 542, 1056]
paragraph: Όταν έγινε το έγκλημα η πόλη κοιμόταν ακόμη. Ο αστυνόμος Περίκλειος έφτασε πρώτος στον τόπο και βρήκε όλα τα στοιχεία που θα τον οδηγούσαν στην αλήθεια. bbox=[1227, 1828, 1501, 1857]
listing-info: (ΧΑΝΘ). «Τυφλές θύελλες». bbox=[1028, 409, 1130, 419]
listing-info: «Ο Αρμαγεδδών». bbox=[1004, 904, 1069, 913]
letter-heading: ΜΟΥ ΓΡΑΦΕΙ από την Κατερίνη ο φίλος αναγνώστης μας, κ. Κωνσταντίνος Α. Λαζαρίδης bbox=[42, 453, 353, 473]
listing-info: (Λεωφ. Νίκης). «Η δίκη ενός παιδιού ολόκληρου». bbox=[991, 367, 1216, 387]
photo-illustration bbox=[556, 363, 973, 590]
radio-row bbox=[1227, 1082, 1501, 1299]
serial-col-4 bbox=[743, 1830, 974, 2274]
crossword-cell bbox=[653, 1124, 672, 1142]
lower-arts-row bbox=[555, 615, 974, 985]
crossword-cell bbox=[634, 1055, 653, 1072]
paragraph: Η νύχτα προχώρησε αργά. Ένα παράξενο συναίσθημα πλημμύριζε την ψυχή της νεαρής γυναίκας, μια ανησυχία ανάμικτη με ελπίδα για κάτι καινούργιο. bbox=[509, 2040, 733, 2069]
listing-name: ΑΝΕΣΙΣ: bbox=[986, 524, 1020, 533]
crossword-cell bbox=[653, 1072, 672, 1090]
eudoseis-heading: ΕΚΔΟΣΕΙΣ bbox=[1227, 452, 1501, 479]
paragraph: Εκείνος σταμάτησε το αυτοκίνητο και γύρισε να την κοιτάξει στα μάτια. Για πρώτη φορά μετά από πολύ καιρό ένιωσε ότι μπορούσε να πει την αλήθεια. bbox=[743, 1904, 974, 1933]
theatro-exhibitions-row bbox=[555, 224, 974, 356]
listing-name: ΚΑΒΑΛΑ: bbox=[986, 964, 1024, 974]
listing-info: «Η μεγάλη κάθοδος». bbox=[1025, 733, 1104, 743]
listing-name: ΒΙΚΤΩΡΙΑ: bbox=[986, 754, 1029, 764]
poem-line: ας ανθίσει ο κόσμος ολόγυρα. bbox=[368, 335, 481, 344]
crossword-cell bbox=[556, 1176, 576, 1194]
paragraph: Η νύχτα προχώρησε αργά. Ένα παράξενο συναίσθημα πλημμύριζε την ψυχή της νεαρής γυναίκας, μια ανησυχία ανάμικτη με ελπίδα για κάτι καινούργιο. bbox=[276, 2070, 500, 2099]
poem-line: Ποιος θα φέρει την ειρήνη; bbox=[368, 425, 470, 435]
panorama-text: Εις τον Δήμο Θεσσαλονίκης έγινε η συγκέντρωση για το νέο πανόραμα της πόλεως με την συμμετοχή πολλών ιδρυμάτων. bbox=[1227, 577, 1501, 596]
radio-title: ΤΟ ΡΑΔΙΟΦΩΝΟΝ bbox=[1227, 1040, 1501, 1076]
serial-portrait-right bbox=[835, 1743, 970, 1822]
list-item: 1) Χρησιμοποιείται και διά την πλύσιν της κεφαλής. bbox=[555, 1210, 739, 1230]
moon-phase: ΣΕΛΗΝΗ 22 ΗΜΕΡΩΝ bbox=[413, 127, 498, 137]
paragraph: Εκείνος σταμάτησε το αυτοκίνητο και γύρισε να την κοιτάξει στα μάτια. Για πρώτη φορά μετά από πολύ καιρό ένιωσε ότι μπορούσε να πει την αλήθεια. bbox=[743, 2123, 974, 2151]
armed-forces-text: 6.30 Πρωινό πρόγραμμα. 8.00 Ειδήσεις. 10.00 Τραγούδια του στρατιώτη. 13.30 Μουσική. 15.00 Ειδήσεις. 18.15 Ελαφρά μουσική. 20.00 Ειδήσεις. 22.00 Χορευτική μουσική. bbox=[1367, 1238, 1501, 1297]
paragraph: Η συνέχεια της υποθέσεως αναφέρεται στις διαδικασίες που πρέπει να ακολουθηθούν από τους υπευθύνους των δημοσίων υπηρεσιών, ενώ οι πολίτες περιμένουν υπομονετικά να δουν αποτελέσματα. bbox=[42, 1176, 353, 1204]
